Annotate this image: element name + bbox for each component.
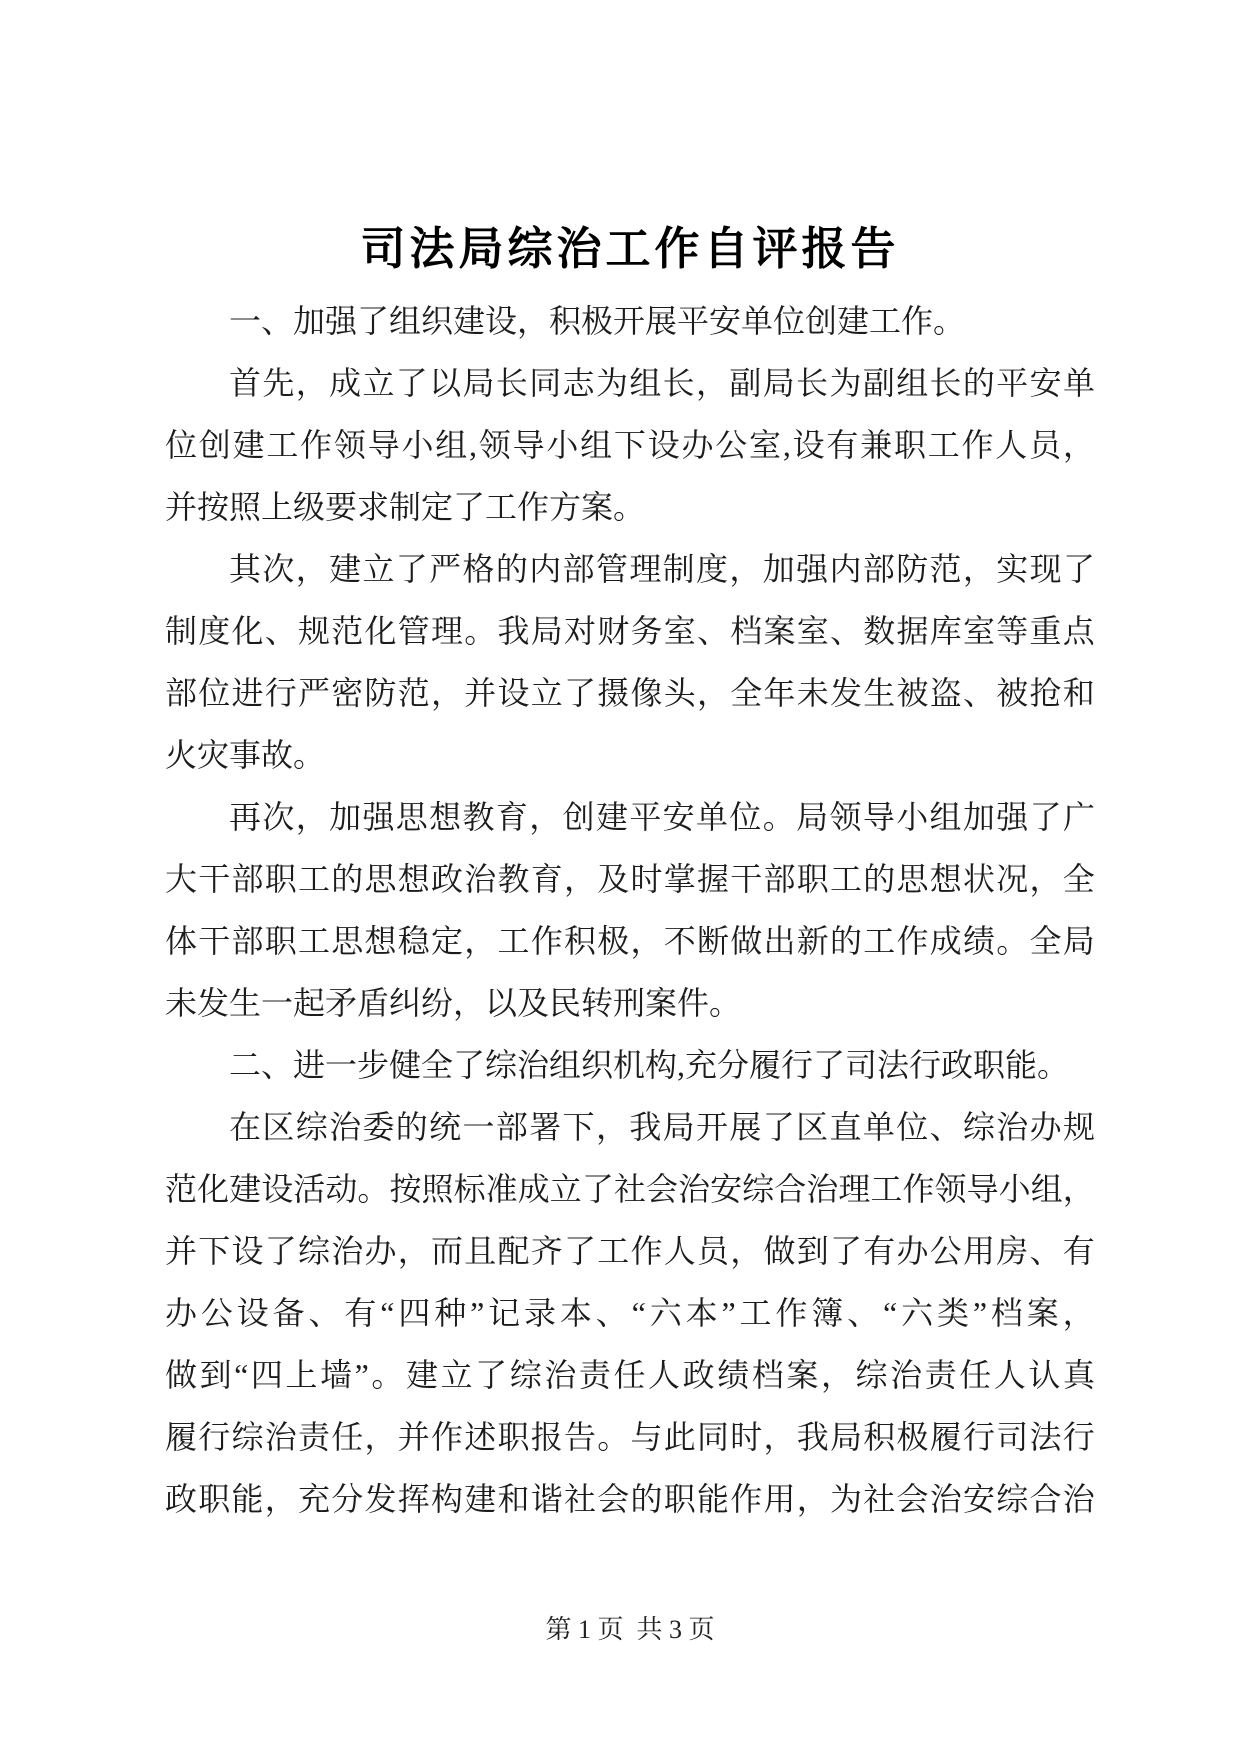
text-line: 并 下 设 了 综 治 办 ， 而 且 配 齐 了 工 作 人 员 ， 做 到 了 有 办 公 用 房 、 有 (165, 1233, 1095, 1269)
text-line: 体 干 部 职 工 思 想 稳 定 ， 工 作 积 极 ， 不 断 做 出 新 的 工 作 成 绩 。 全 局 (165, 923, 1095, 959)
text-line: 政 职 能 ， 充 分 发 挥 构 建 和 谐 社 会 的 职 能 作 用 ， 为 社 会 治 安 综 合 治 (165, 1481, 1095, 1517)
document-body (165, 290, 1095, 1530)
text-line: 制 度 化 、 规 范 化 管 理 。 我 局 对 财 务 室 、 档 案 室 、 数 据 库 室 等 重 点 (165, 613, 1095, 649)
text-line: 部 位 进 行 严 密 防 范 ， 并 设 立 了 摄 像 头 ， 全 年 未 发 生 被 盗 、 被 抢 和 (165, 675, 1095, 711)
document-title: 司法局综治工作自评报告 (360, 224, 900, 274)
text-line: 未发生一起矛盾纠纷，以及民转刑案件。 (165, 985, 742, 1021)
text-line: 火灾事故。 (165, 737, 326, 773)
text-line: 其 次 ， 建 立 了 严 格 的 内 部 管 理 制 度 ， 加 强 内 部 防 范 ， 实 现 了 (229, 551, 1095, 587)
text-line: 位 创 建 工 作 领 导 小 组 , 领 导 小 组 下 设 办 公 室 , 设 有 兼 职 工 作 人 员 ， (165, 427, 1095, 463)
text-line: 并按照上级要求制定了工作方案。 (165, 489, 646, 525)
text-line: 大 干 部 职 工 的 思 想 政 治 教 育 ， 及 时 掌 握 干 部 职 工 的 思 想 状 况 ， 全 (165, 861, 1095, 897)
text-line: 办 公 设 备 、 有 “ 四 种 ” 记 录 本 、 “ 六 本 ” 工 作 簿 、 “ 六 类 ” 档 案 ， (165, 1295, 1095, 1331)
text-line: 一、加强了组织建设，积极开展平安单位创建工作。 (229, 303, 966, 339)
text-line: 做 到 “ 四 上 墙 ” 。 建 立 了 综 治 责 任 人 政 绩 档 案 ， 综 治 责 任 人 认 真 (165, 1357, 1095, 1393)
page-number-footer: 第 1 页 共 3 页 (545, 1615, 715, 1644)
text-line: 首 先 ， 成 立 了 以 局 长 同 志 为 组 长 ， 副 局 长 为 副 组 长 的 平 安 单 (229, 365, 1095, 401)
text-line: 范 化 建 设 活 动 。 按 照 标 准 成 立 了 社 会 治 安 综 合 治 理 工 作 领 导 小 组 ， (165, 1171, 1095, 1207)
text-line: 履 行 综 治 责 任 ， 并 作 述 职 报 告 。 与 此 同 时 ， 我 局 积 极 履 行 司 法 行 (165, 1419, 1095, 1455)
text-line: 再 次 ， 加 强 思 想 教 育 ， 创 建 平 安 单 位 。 局 领 导 小 组 加 强 了 广 (229, 799, 1095, 835)
text-line: 在 区 综 治 委 的 统 一 部 署 下 ， 我 局 开 展 了 区 直 单 位 、 综 治 办 规 (229, 1109, 1095, 1145)
text-line: 二、进一步健全了综治组织机构,充分履行了司法行政职能。 (229, 1047, 1070, 1083)
